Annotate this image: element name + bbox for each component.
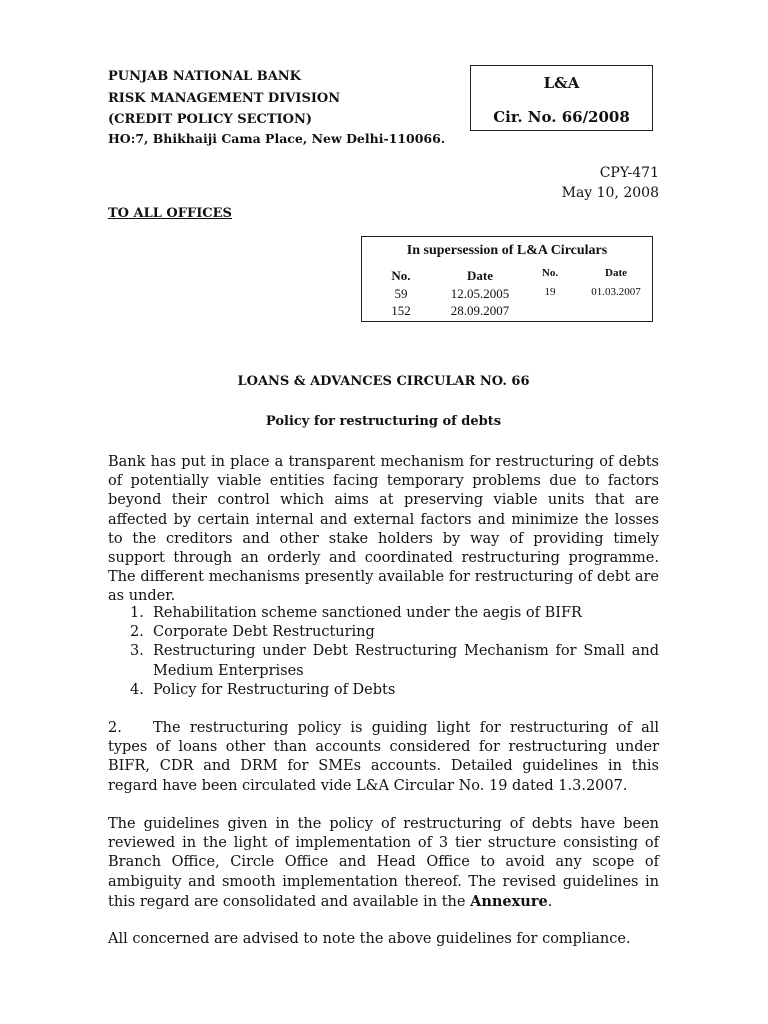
list-text: Restructuring under Debt Restructuring Mechanism for Small and Medium Enterprises <box>153 643 659 679</box>
supersession-caption: In supersession of L&A Circulars <box>406 243 608 258</box>
circular-date: May 10, 2008 <box>561 185 659 201</box>
row2-no: 152 <box>391 303 411 318</box>
list-number: 3. <box>130 643 144 660</box>
division-name: RISK MANAGEMENT DIVISION <box>108 91 341 106</box>
intro-paragraph: Bank has put in place a transparent mechanism for restructuring of debts of potentially viable entities facing temporary problems due to factors beyond their control which aims at preserving viable units that are affected by certain internal and external factors and minimize the losses to the creditors and other stake holders by way of providing timely support through an orderly and coordinated restructuring programme. The different mechanisms presently available for restructuring of debt are as under. <box>108 454 659 605</box>
row1-no-2: 19 <box>544 286 556 298</box>
closing-paragraph: All concerned are advised to note the above guidelines for compliance. <box>108 931 631 947</box>
address: HO:7, Bhikhaiji Cama Place, New Delhi-110066. <box>108 131 446 146</box>
list-item <box>130 642 659 680</box>
list-item <box>130 623 659 642</box>
addressee: TO ALL OFFICES <box>108 206 232 221</box>
list-item <box>130 681 659 700</box>
paragraph-2-text: The restructuring policy is guiding light for restructuring of all types of loans other than accounts considered for restructuring under BIFR, CDR and DRM for SMEs accounts. Detailed guidelines in this regard have been circulated vide L&A Circular No. 19 dated 1.3.2007. <box>108 720 659 794</box>
list-text: Policy for Restructuring of Debts <box>153 681 396 698</box>
row2-date: 28.09.2007 <box>450 303 510 318</box>
list-number: 4. <box>130 681 144 698</box>
mechanism-list <box>130 604 659 700</box>
circular-subtitle: Policy for restructuring of debts <box>265 414 502 429</box>
supersession-box <box>361 236 653 322</box>
col-header-date-2: Date <box>605 267 627 279</box>
paragraph-2 <box>108 719 659 796</box>
row1-date: 12.05.2005 <box>450 286 510 301</box>
paragraph-3 <box>108 815 659 912</box>
circular-title: LOANS & ADVANCES CIRCULAR NO. 66 <box>237 374 530 389</box>
paragraph-2-number: 2. <box>108 720 122 736</box>
paragraph-3-end: . <box>547 893 553 910</box>
row1-no: 59 <box>394 286 408 301</box>
col-header-no-2: No. <box>541 267 559 279</box>
row1-date-2: 01.03.2007 <box>591 286 641 298</box>
section-name: (CREDIT POLICY SECTION) <box>108 112 312 127</box>
circular-category: L&A <box>543 74 580 92</box>
reference-code: CPY-471 <box>599 165 659 181</box>
paragraph-3-text: The guidelines given in the policy of restructuring of debts have been reviewed in the light of implementation of 3 tier structure consisting of Branch Office, Circle Office and Head Office to avoid any scope of ambiguity and smooth implementation thereof. The revised guidelines in this regard are consolidated and available in the <box>108 816 659 910</box>
col-header-no: No. <box>391 268 411 283</box>
circular-number: Cir. No. 66/2008 <box>493 108 630 126</box>
col-header-date: Date <box>467 268 493 283</box>
bank-name: PUNJAB NATIONAL BANK <box>108 69 301 84</box>
list-item <box>130 604 659 623</box>
list-text: Corporate Debt Restructuring <box>153 624 375 641</box>
circular-number-box <box>470 65 653 131</box>
list-number: 2. <box>130 624 144 641</box>
annexure-reference: Annexure <box>470 892 548 910</box>
list-text: Rehabilitation scheme sanctioned under the aegis of BIFR <box>153 605 582 621</box>
list-number: 1. <box>130 605 144 621</box>
